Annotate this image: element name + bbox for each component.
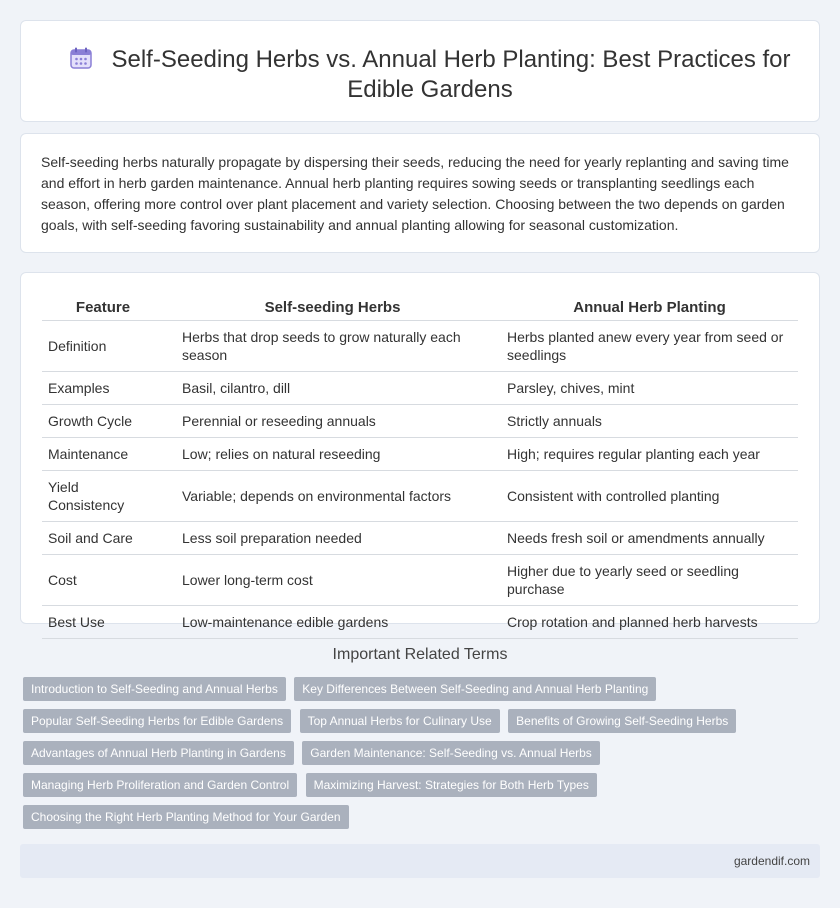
header-feature: Feature bbox=[42, 293, 164, 321]
row-feature: Maintenance bbox=[42, 438, 164, 471]
related-term-tag[interactable]: Benefits of Growing Self-Seeding Herbs bbox=[508, 709, 736, 733]
related-term-tag[interactable]: Introduction to Self-Seeding and Annual Herbs bbox=[23, 677, 286, 701]
related-term-tag[interactable]: Top Annual Herbs for Culinary Use bbox=[300, 709, 500, 733]
related-term-tag[interactable]: Choosing the Right Herb Planting Method for Your Garden bbox=[23, 805, 349, 829]
related-term-tag[interactable]: Garden Maintenance: Self-Seeding vs. Annual Herbs bbox=[302, 741, 600, 765]
row-annual: Higher due to yearly seed or seedling purchase bbox=[501, 555, 798, 606]
related-term-tag[interactable]: Managing Herb Proliferation and Garden Control bbox=[23, 773, 297, 797]
header-annual: Annual Herb Planting bbox=[501, 293, 798, 321]
row-self-seeding: Variable; depends on environmental factors bbox=[176, 471, 489, 522]
intro-paragraph: Self-seeding herbs naturally propagate by dispersing their seeds, reducing the need for yearly replanting and saving time and effort in herb garden maintenance. Annual herb planting requires sowing seeds or transplanting seedlings each season, offering more control over plant placement and variety selection. Choosing between the two depends on garden goals, with self-seeding favoring sustainability and annual planting allowing for seasonal customization. bbox=[41, 154, 789, 233]
row-self-seeding: Basil, cilantro, dill bbox=[176, 372, 489, 405]
related-terms-list bbox=[23, 677, 803, 837]
row-annual: Crop rotation and planned herb harvests bbox=[501, 606, 798, 639]
row-feature: Examples bbox=[42, 372, 164, 405]
row-annual: Strictly annuals bbox=[501, 405, 798, 438]
table-row bbox=[42, 438, 798, 471]
row-feature: Cost bbox=[42, 555, 164, 606]
row-annual: Consistent with controlled planting bbox=[501, 471, 798, 522]
row-annual: Herbs planted anew every year from seed or seedlings bbox=[501, 321, 798, 372]
page-title-text: Self-Seeding Herbs vs. Annual Herb Planting: Best Practices for Edible Gardens bbox=[111, 46, 791, 103]
row-self-seeding: Lower long-term cost bbox=[176, 555, 489, 606]
table-row bbox=[42, 555, 798, 606]
table-row bbox=[42, 321, 798, 372]
row-self-seeding: Perennial or reseeding annuals bbox=[176, 405, 489, 438]
row-feature: Growth Cycle bbox=[42, 405, 164, 438]
comparison-table bbox=[42, 293, 798, 639]
page-title bbox=[61, 45, 799, 105]
row-annual: High; requires regular planting each year bbox=[501, 438, 798, 471]
related-term-tag[interactable]: Maximizing Harvest: Strategies for Both Herb Types bbox=[306, 773, 597, 797]
calendar-icon bbox=[69, 46, 93, 70]
row-self-seeding: Low; relies on natural reseeding bbox=[176, 438, 489, 471]
header-card bbox=[20, 20, 820, 122]
row-feature: Soil and Care bbox=[42, 522, 164, 555]
row-annual: Parsley, chives, mint bbox=[501, 372, 798, 405]
row-feature: Best Use bbox=[42, 606, 164, 639]
row-feature: Yield Consistency bbox=[42, 471, 164, 522]
row-feature: Definition bbox=[42, 321, 164, 372]
related-term-tag[interactable]: Popular Self-Seeding Herbs for Edible Gardens bbox=[23, 709, 291, 733]
header-self-seeding: Self-seeding Herbs bbox=[176, 293, 489, 321]
row-annual: Needs fresh soil or amendments annually bbox=[501, 522, 798, 555]
table-row bbox=[42, 471, 798, 522]
row-self-seeding: Herbs that drop seeds to grow naturally each season bbox=[176, 321, 489, 372]
comparison-card bbox=[20, 272, 820, 630]
related-term-tag[interactable]: Key Differences Between Self-Seeding and Annual Herb Planting bbox=[294, 677, 656, 701]
footer-bar bbox=[20, 844, 820, 878]
related-terms-title: Important Related Terms bbox=[332, 646, 508, 663]
row-self-seeding: Less soil preparation needed bbox=[176, 522, 489, 555]
footer-site-link[interactable]: gardendif.com bbox=[733, 854, 810, 868]
table-header-row bbox=[42, 293, 798, 321]
related-term-tag[interactable]: Advantages of Annual Herb Planting in Gardens bbox=[23, 741, 294, 765]
table-row bbox=[42, 372, 798, 405]
table-row bbox=[42, 405, 798, 438]
row-self-seeding: Low-maintenance edible gardens bbox=[176, 606, 489, 639]
intro-card bbox=[20, 133, 820, 253]
table-row bbox=[42, 522, 798, 555]
table-row bbox=[42, 606, 798, 639]
